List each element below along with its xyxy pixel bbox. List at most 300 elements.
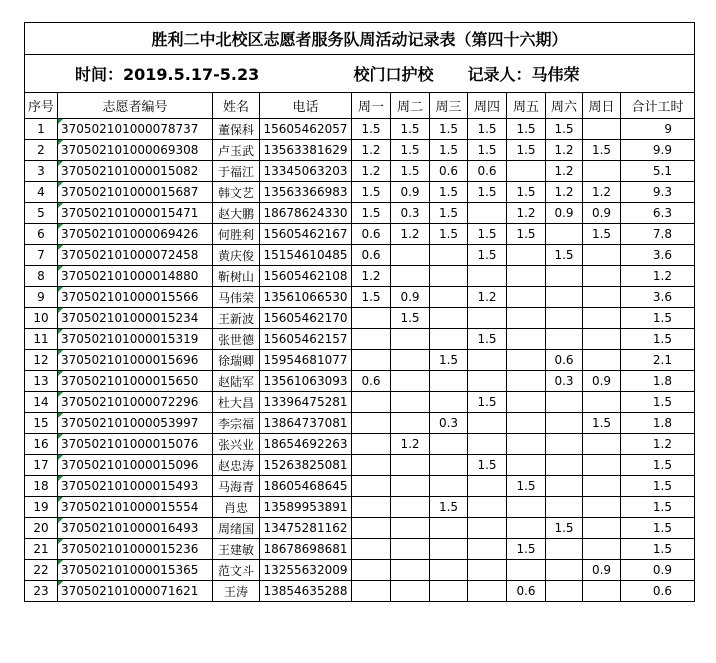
hours-tue: 0.9 [391,287,430,308]
volunteer-name: 韩文艺 [213,182,260,203]
volunteer-id: 370502101000015566 [58,287,213,308]
hours-sat [546,455,583,476]
hours-sat [546,560,583,581]
phone: 18678624330 [260,203,352,224]
hours-total: 1.5 [621,497,695,518]
hours-total: 1.5 [621,308,695,329]
row-index: 4 [25,182,58,203]
volunteer-id: 370502101000015493 [58,476,213,497]
row-index: 14 [25,392,58,413]
volunteer-name: 王新波 [213,308,260,329]
table-row [25,329,695,350]
hours-thu: 1.5 [468,329,507,350]
volunteer-name: 李宗福 [213,413,260,434]
hours-tue [391,497,430,518]
hours-thu [468,518,507,539]
hours-wed [430,308,468,329]
hours-thu [468,308,507,329]
volunteer-id: 370502101000053997 [58,413,213,434]
volunteer-name: 马伟荣 [213,287,260,308]
hours-fri [507,434,546,455]
hours-total: 1.8 [621,413,695,434]
hours-fri [507,560,546,581]
hours-tue [391,392,430,413]
row-index: 18 [25,476,58,497]
hours-thu: 1.5 [468,140,507,161]
table-row [25,140,695,161]
hours-sun [583,434,621,455]
hours-fri [507,497,546,518]
volunteer-name: 张兴业 [213,434,260,455]
volunteer-id: 370502101000015554 [58,497,213,518]
hours-total: 1.5 [621,329,695,350]
volunteer-name: 董保科 [213,119,260,140]
row-index: 22 [25,560,58,581]
hours-tue: 1.5 [391,308,430,329]
hours-wed [430,245,468,266]
hours-sun [583,287,621,308]
hours-wed [430,434,468,455]
hours-sun [583,308,621,329]
hours-mon: 0.6 [352,224,391,245]
hours-sat [546,581,583,602]
row-index: 13 [25,371,58,392]
hours-tue [391,539,430,560]
volunteer-id: 370502101000078737 [58,119,213,140]
hours-tue: 0.3 [391,203,430,224]
row-index: 3 [25,161,58,182]
volunteer-id: 370502101000015082 [58,161,213,182]
volunteer-id: 370502101000072458 [58,245,213,266]
hours-sat: 1.2 [546,182,583,203]
hours-mon [352,539,391,560]
hours-fri: 1.5 [507,140,546,161]
hours-sat [546,392,583,413]
col-header-wed: 周三 [430,93,468,119]
hours-tue: 1.5 [391,119,430,140]
hours-total: 2.1 [621,350,695,371]
hours-thu: 1.5 [468,455,507,476]
phone: 13475281162 [260,518,352,539]
table-row [25,350,695,371]
time-range: 时间：2019.5.17-5.23 [25,55,352,93]
hours-sun: 0.9 [583,203,621,224]
hours-mon: 1.2 [352,266,391,287]
table-row [25,287,695,308]
hours-total: 5.1 [621,161,695,182]
table-row [25,413,695,434]
phone: 15605462167 [260,224,352,245]
col-header-thu: 周四 [468,93,507,119]
table-row [25,224,695,245]
record-sheet [24,22,694,602]
volunteer-name: 赵陆军 [213,371,260,392]
volunteer-id: 370502101000015365 [58,560,213,581]
hours-sun: 1.2 [583,182,621,203]
hours-fri: 1.5 [507,182,546,203]
hours-tue [391,455,430,476]
hours-fri [507,518,546,539]
hours-wed: 1.5 [430,203,468,224]
hours-wed [430,476,468,497]
hours-tue [391,518,430,539]
hours-mon [352,518,391,539]
hours-thu [468,371,507,392]
row-index: 19 [25,497,58,518]
hours-sat: 0.3 [546,371,583,392]
hours-thu: 1.5 [468,119,507,140]
hours-fri: 0.6 [507,581,546,602]
phone: 15605462157 [260,329,352,350]
volunteer-id: 370502101000016493 [58,518,213,539]
row-index: 23 [25,581,58,602]
volunteer-id: 370502101000015650 [58,371,213,392]
volunteer-id: 370502101000015687 [58,182,213,203]
hours-tue [391,476,430,497]
hours-tue [391,560,430,581]
hours-fri [507,350,546,371]
row-index: 16 [25,434,58,455]
hours-sat [546,476,583,497]
volunteer-name: 肖忠 [213,497,260,518]
hours-mon [352,350,391,371]
hours-total: 1.8 [621,371,695,392]
volunteer-name: 赵大鹏 [213,203,260,224]
hours-fri [507,266,546,287]
hours-mon [352,434,391,455]
volunteer-name: 靳树山 [213,266,260,287]
volunteer-name: 马海青 [213,476,260,497]
hours-mon [352,581,391,602]
phone: 13563366983 [260,182,352,203]
hours-sun: 1.5 [583,140,621,161]
volunteer-id: 370502101000069426 [58,224,213,245]
hours-tue: 1.2 [391,434,430,455]
hours-sun: 1.5 [583,224,621,245]
hours-thu: 1.5 [468,392,507,413]
hours-wed [430,392,468,413]
hours-total: 9 [621,119,695,140]
row-index: 21 [25,539,58,560]
hours-fri [507,371,546,392]
hours-fri: 1.5 [507,539,546,560]
sheet-title: 胜利二中北校区志愿者服务队周活动记录表（第四十六期） [25,23,695,55]
volunteer-id: 370502101000072296 [58,392,213,413]
hours-tue: 0.9 [391,182,430,203]
activity-site: 校门口护校 [352,55,468,93]
col-header-sun: 周日 [583,93,621,119]
phone: 13563381629 [260,140,352,161]
volunteer-name: 王涛 [213,581,260,602]
phone: 13255632009 [260,560,352,581]
table-row [25,392,695,413]
hours-wed: 1.5 [430,140,468,161]
phone: 15605462108 [260,266,352,287]
row-index: 15 [25,413,58,434]
hours-sun [583,161,621,182]
hours-total: 1.5 [621,392,695,413]
hours-tue [391,245,430,266]
phone: 15605462057 [260,119,352,140]
hours-fri: 1.2 [507,203,546,224]
hours-sun [583,119,621,140]
row-index: 20 [25,518,58,539]
row-index: 5 [25,203,58,224]
record-table [24,22,695,602]
table-row [25,539,695,560]
hours-sat: 1.2 [546,161,583,182]
hours-thu [468,434,507,455]
hours-mon: 1.2 [352,161,391,182]
row-index: 7 [25,245,58,266]
row-index: 11 [25,329,58,350]
volunteer-id: 370502101000015236 [58,539,213,560]
table-row [25,161,695,182]
hours-sat [546,329,583,350]
hours-wed [430,329,468,350]
hours-tue: 1.5 [391,140,430,161]
hours-wed: 1.5 [430,224,468,245]
row-index: 6 [25,224,58,245]
hours-thu [468,203,507,224]
hours-mon: 1.5 [352,287,391,308]
hours-sat: 1.5 [546,518,583,539]
col-header-total: 合计工时 [621,93,695,119]
table-row [25,245,695,266]
hours-thu: 1.5 [468,182,507,203]
hours-fri: 1.5 [507,119,546,140]
hours-wed [430,455,468,476]
volunteer-id: 370502101000014880 [58,266,213,287]
hours-total: 1.2 [621,434,695,455]
hours-sat [546,287,583,308]
volunteer-id: 370502101000015471 [58,203,213,224]
hours-mon: 1.5 [352,203,391,224]
col-header-name: 姓名 [213,93,260,119]
volunteer-name: 周绪国 [213,518,260,539]
hours-sun [583,392,621,413]
hours-wed: 1.5 [430,350,468,371]
hours-mon: 0.6 [352,245,391,266]
hours-mon: 1.5 [352,119,391,140]
table-row [25,560,695,581]
hours-mon [352,308,391,329]
table-row [25,203,695,224]
hours-sun [583,266,621,287]
hours-sat [546,497,583,518]
hours-thu [468,413,507,434]
table-row [25,119,695,140]
hours-thu [468,350,507,371]
phone: 13396475281 [260,392,352,413]
phone: 13854635288 [260,581,352,602]
hours-sat [546,539,583,560]
hours-total: 9.3 [621,182,695,203]
hours-sat: 1.2 [546,140,583,161]
row-index: 17 [25,455,58,476]
hours-mon [352,476,391,497]
hours-fri: 1.5 [507,224,546,245]
col-header-mon: 周一 [352,93,391,119]
hours-total: 0.6 [621,581,695,602]
hours-total: 1.5 [621,518,695,539]
phone: 18605468645 [260,476,352,497]
hours-total: 1.5 [621,455,695,476]
phone: 13561066530 [260,287,352,308]
volunteer-name: 卢玉武 [213,140,260,161]
phone: 13589953891 [260,497,352,518]
table-row [25,434,695,455]
hours-sun [583,539,621,560]
hours-mon [352,560,391,581]
row-index: 12 [25,350,58,371]
table-row [25,371,695,392]
hours-thu [468,560,507,581]
hours-sun [583,350,621,371]
hours-wed [430,266,468,287]
hours-wed: 1.5 [430,497,468,518]
hours-wed: 1.5 [430,119,468,140]
phone: 15154610485 [260,245,352,266]
col-header-volunteer-id: 志愿者编号 [58,93,213,119]
hours-tue: 1.2 [391,224,430,245]
hours-sun: 0.9 [583,560,621,581]
hours-total: 7.8 [621,224,695,245]
hours-total: 0.9 [621,560,695,581]
table-row [25,518,695,539]
hours-mon [352,497,391,518]
volunteer-name: 杜大昌 [213,392,260,413]
hours-fri [507,392,546,413]
row-index: 1 [25,119,58,140]
hours-sat: 0.9 [546,203,583,224]
hours-thu [468,476,507,497]
row-index: 8 [25,266,58,287]
hours-sun: 1.5 [583,413,621,434]
table-row [25,581,695,602]
hours-tue [391,413,430,434]
phone: 13864737081 [260,413,352,434]
hours-tue [391,581,430,602]
hours-mon: 0.6 [352,371,391,392]
col-header-sat: 周六 [546,93,583,119]
table-row [25,308,695,329]
hours-tue [391,329,430,350]
hours-mon [352,329,391,350]
volunteer-name: 黄庆俊 [213,245,260,266]
hours-wed: 1.5 [430,182,468,203]
volunteer-id: 370502101000069308 [58,140,213,161]
volunteer-name: 何胜利 [213,224,260,245]
volunteer-name: 范文斗 [213,560,260,581]
volunteer-name: 于福江 [213,161,260,182]
hours-sat: 0.6 [546,350,583,371]
volunteer-id: 370502101000015096 [58,455,213,476]
hours-fri [507,287,546,308]
hours-tue: 1.5 [391,161,430,182]
phone: 13345063203 [260,161,352,182]
hours-mon: 1.2 [352,140,391,161]
hours-sat: 1.5 [546,119,583,140]
hours-total: 9.9 [621,140,695,161]
hours-total: 1.2 [621,266,695,287]
hours-sat: 1.5 [546,245,583,266]
hours-sun [583,455,621,476]
hours-mon [352,392,391,413]
hours-sun [583,329,621,350]
phone: 15605462170 [260,308,352,329]
hours-wed [430,287,468,308]
header-row [25,93,695,119]
hours-fri [507,308,546,329]
row-index: 2 [25,140,58,161]
hours-fri [507,413,546,434]
hours-sun [583,518,621,539]
hours-mon: 1.5 [352,182,391,203]
phone: 13561063093 [260,371,352,392]
hours-total: 1.5 [621,539,695,560]
hours-wed [430,539,468,560]
hours-fri [507,455,546,476]
volunteer-name: 徐瑞卿 [213,350,260,371]
hours-thu: 1.5 [468,245,507,266]
phone: 15954681077 [260,350,352,371]
row-index: 10 [25,308,58,329]
hours-total: 3.6 [621,287,695,308]
hours-total: 1.5 [621,476,695,497]
hours-sun [583,245,621,266]
hours-wed: 0.6 [430,161,468,182]
hours-sun [583,497,621,518]
hours-tue [391,266,430,287]
phone: 15263825081 [260,455,352,476]
hours-wed [430,560,468,581]
table-row [25,266,695,287]
hours-wed [430,581,468,602]
hours-sun [583,476,621,497]
hours-fri: 1.5 [507,476,546,497]
hours-total: 3.6 [621,245,695,266]
hours-wed [430,518,468,539]
col-header-index: 序号 [25,93,58,119]
hours-thu: 1.5 [468,224,507,245]
volunteer-id: 370502101000015234 [58,308,213,329]
hours-tue [391,350,430,371]
hours-wed [430,371,468,392]
hours-mon [352,455,391,476]
hours-fri [507,329,546,350]
col-header-fri: 周五 [507,93,546,119]
hours-mon [352,413,391,434]
table-row [25,455,695,476]
hours-thu [468,266,507,287]
hours-fri [507,245,546,266]
hours-thu: 0.6 [468,161,507,182]
table-row [25,476,695,497]
hours-thu [468,539,507,560]
hours-wed: 0.3 [430,413,468,434]
row-index: 9 [25,287,58,308]
table-row [25,497,695,518]
volunteer-id: 370502101000015696 [58,350,213,371]
col-header-tue: 周二 [391,93,430,119]
volunteer-name: 张世德 [213,329,260,350]
hours-sat [546,224,583,245]
hours-sat [546,308,583,329]
col-header-phone: 电话 [260,93,352,119]
table-row [25,182,695,203]
hours-tue [391,371,430,392]
